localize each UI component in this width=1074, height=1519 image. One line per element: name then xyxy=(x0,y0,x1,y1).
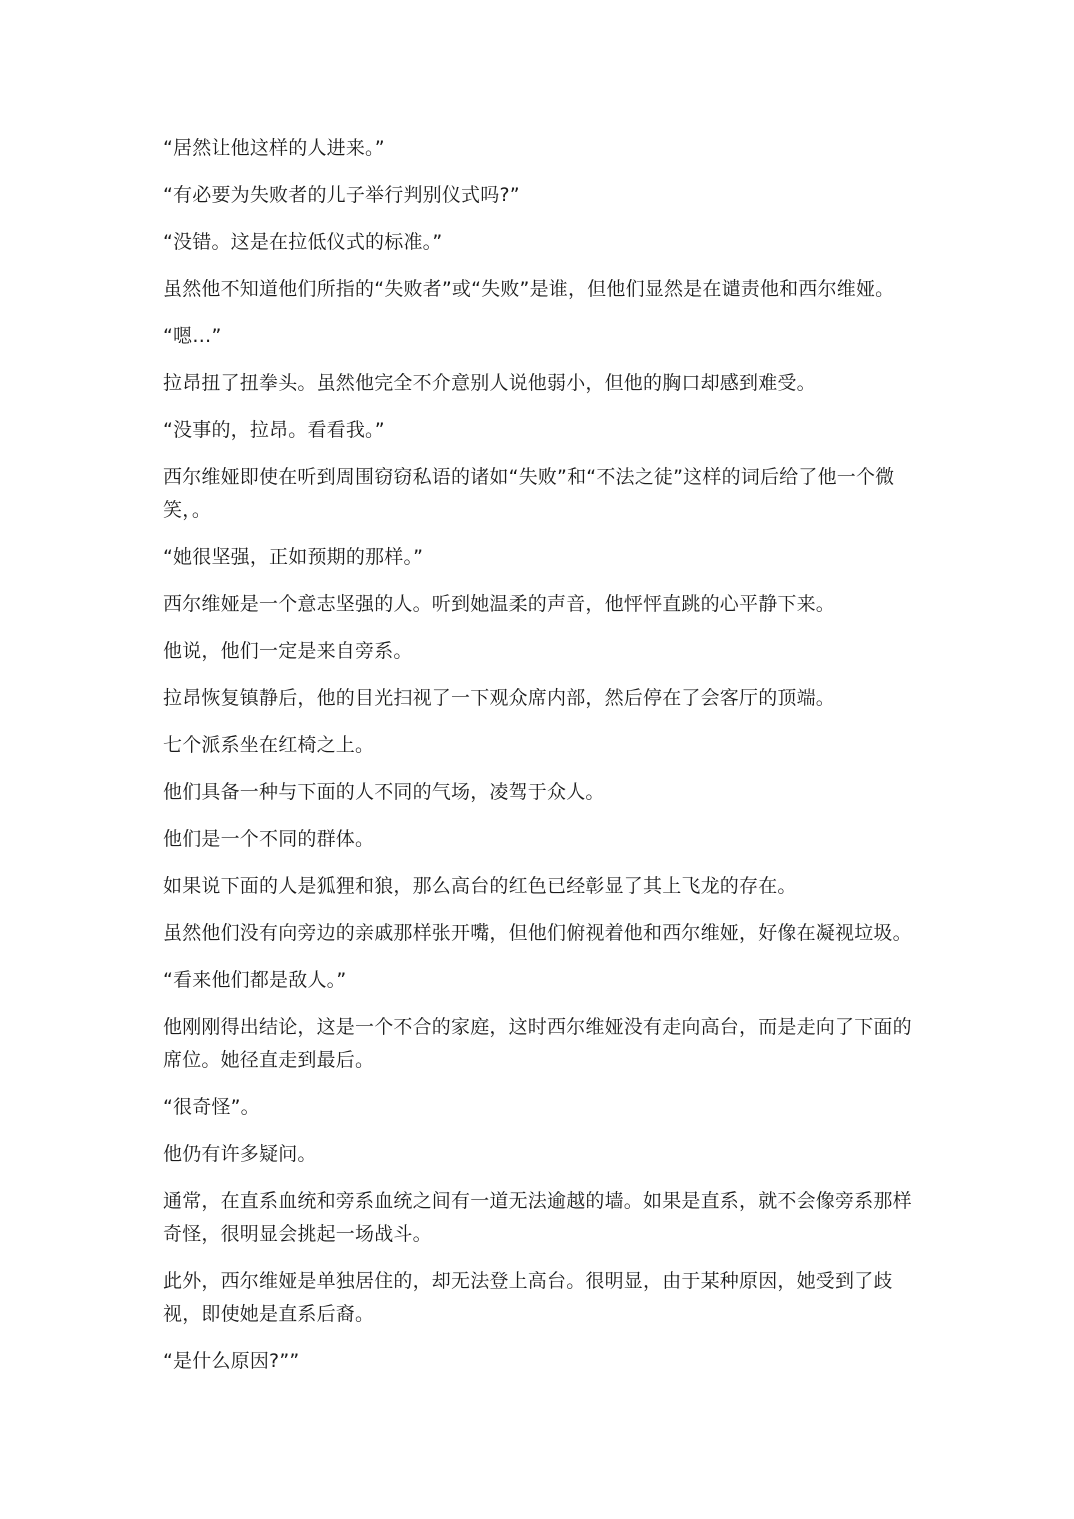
paragraph: “没错。这是在拉低仪式的标准。” xyxy=(163,231,443,253)
paragraph: 他仍有许多疑问。 xyxy=(163,1143,317,1165)
paragraph: 他们是一个不同的群体。 xyxy=(163,828,375,850)
paragraph: “居然让他这样的人进来。” xyxy=(163,137,385,159)
document-body xyxy=(163,132,915,1392)
paragraph: 七个派系坐在红椅之上。 xyxy=(163,734,375,756)
paragraph: 虽然他们没有向旁边的亲戚那样张开嘴，但他们俯视着他和西尔维娅，好像在凝视垃圾。 xyxy=(163,922,912,944)
paragraph: 西尔维娅即使在听到周围窃窃私语的诸如“失败”和“不法之徒”这样的词后给了他一个微笑，。 xyxy=(163,466,895,521)
paragraph: 如果说下面的人是狐狸和狼，那么高台的红色已经彰显了其上飞龙的存在。 xyxy=(163,875,797,897)
paragraph: 拉昂扭了扭拳头。虽然他完全不介意别人说他弱小，但他的胸口却感到难受。 xyxy=(163,372,816,394)
paragraph: 他说，他们一定是来自旁系。 xyxy=(163,640,413,662)
paragraph: 此外，西尔维娅是单独居住的，却无法登上高台。很明显，由于某种原因，她受到了歧视，即使她是直系后裔。 xyxy=(163,1270,893,1325)
paragraph: 西尔维娅是一个意志坚强的人。听到她温柔的声音，他怦怦直跳的心平静下来。 xyxy=(163,593,836,615)
paragraph: 拉昂恢复镇静后，他的目光扫视了一下观众席内部，然后停在了会客厅的顶端。 xyxy=(163,687,836,709)
paragraph: “看来他们都是敌人。” xyxy=(163,969,347,991)
paragraph: “嗯…” xyxy=(163,325,222,347)
paragraph: “有必要为失败者的儿子举行判别仪式吗?” xyxy=(163,184,520,206)
paragraph: 通常，在直系血统和旁系血统之间有一道无法逾越的墙。如果是直系，就不会像旁系那样奇怪，很明显会挑起一场战斗。 xyxy=(163,1190,912,1245)
paragraph: “没事的，拉昂。看看我。” xyxy=(163,419,385,441)
paragraph: “她很坚强，正如预期的那样。” xyxy=(163,546,424,568)
paragraph: “是什么原因?”” xyxy=(163,1350,300,1372)
paragraph: “很奇怪”。 xyxy=(163,1096,260,1118)
paragraph: 他们具备一种与下面的人不同的气场，凌驾于众人。 xyxy=(163,781,605,803)
paragraph: 虽然他不知道他们所指的“失败者”或“失败”是谁，但他们显然是在谴责他和西尔维娅。 xyxy=(163,278,895,300)
paragraph: 他刚刚得出结论，这是一个不合的家庭，这时西尔维娅没有走向高台，而是走向了下面的席位。她径直走到最后。 xyxy=(163,1016,912,1071)
